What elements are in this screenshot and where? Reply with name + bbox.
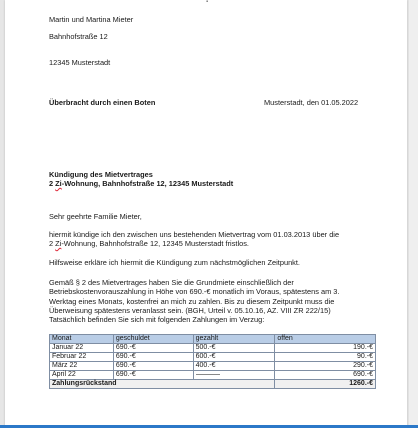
table-cell: April 22 bbox=[50, 371, 114, 380]
para3-line: Betriebskostenvorauszahlung in Höhe von 690.-€ monatlich im Voraus, spätestens am 3. bbox=[49, 287, 340, 297]
dash-mark bbox=[196, 374, 220, 375]
table-cell: 690.-€ bbox=[113, 371, 193, 380]
subject-line-2-post: -Wohnung, Bahnhofstraße 12, 12345 Musterstadt bbox=[61, 179, 234, 188]
table-cell: 290.-€ bbox=[275, 362, 376, 371]
table-cell: 690.-€ bbox=[275, 371, 376, 380]
table-row bbox=[50, 362, 376, 371]
table-cell: März 22 bbox=[50, 362, 114, 371]
table-cell: 500.-€ bbox=[193, 344, 275, 353]
subject-line-2-zi: Zi bbox=[55, 179, 62, 188]
subject-line-1: Kündigung des Mietvertrages bbox=[49, 170, 153, 179]
table-header-row bbox=[50, 335, 376, 344]
page-marker-icon: ▪ bbox=[206, 0, 209, 5]
subject-line-2-pre: 2 bbox=[49, 179, 56, 188]
sender-city: 12345 Musterstadt bbox=[49, 58, 111, 67]
para1-line-2 bbox=[49, 239, 249, 248]
table-row bbox=[50, 344, 376, 353]
document-page bbox=[5, 0, 407, 428]
table-cell bbox=[193, 371, 275, 380]
table-cell: 690.-€ bbox=[113, 353, 193, 362]
table-cell: Februar 22 bbox=[50, 353, 114, 362]
table-total-row bbox=[50, 380, 376, 389]
total-label: Zahlungsrückstand bbox=[50, 380, 275, 389]
para1-line-2-pre: 2 bbox=[49, 239, 56, 248]
sender-name: Martin und Martina Mieter bbox=[49, 15, 134, 24]
payment-table bbox=[49, 334, 376, 389]
table-cell: 600.-€ bbox=[193, 353, 275, 362]
table-cell: 690.-€ bbox=[113, 344, 193, 353]
para1-line-1: hiermit kündige ich den zwischen uns bestehenden Mietvertrag vom 01.03.2013 über die bbox=[49, 230, 340, 239]
para3-line: Gemäß § 2 des Mietvertrages haben Sie die Grundmiete einschließlich der bbox=[49, 278, 294, 287]
delivery-note: Überbracht durch einen Boten bbox=[49, 98, 156, 107]
total-value: 1260.-€ bbox=[275, 380, 376, 389]
salutation: Sehr geehrte Familie Mieter, bbox=[49, 212, 142, 221]
para1-line-2-post: -Wohnung, Bahnhofstraße 12, 12345 Musterstadt fristlos. bbox=[61, 239, 249, 248]
table-header-cell: gezahlt bbox=[193, 335, 275, 344]
sender-street: Bahnhofstraße 12 bbox=[49, 32, 108, 41]
para3-line: Werktag eines Monats, kostenfrei an mich zu zahlen. Bis zu diesem Zeitpunkt muss die bbox=[49, 296, 335, 306]
place-date: Musterstadt, den 01.05.2022 bbox=[264, 98, 359, 107]
vertical-scrollbar[interactable] bbox=[409, 0, 418, 428]
table-cell: 400.-€ bbox=[193, 362, 275, 371]
para3-line: Tatsächlich befinden Sie sich mit folgenden Zahlungen im Verzug: bbox=[49, 315, 265, 325]
table-row bbox=[50, 353, 376, 362]
para3 bbox=[49, 278, 379, 324]
table-header-cell: geschuldet bbox=[113, 335, 193, 344]
table-cell: 90.-€ bbox=[275, 353, 376, 362]
para1-line-2-zi: Zi bbox=[55, 239, 62, 248]
para3-line: Überweisung spätestens veranlasst sein. (BGH, Urteil v. 05.10.16, AZ. VIII ZR 222/15) bbox=[49, 305, 331, 315]
table-cell: Januar 22 bbox=[50, 344, 114, 353]
table-cell: 690.-€ bbox=[113, 362, 193, 371]
table-row bbox=[50, 371, 376, 380]
table-cell: 190.-€ bbox=[275, 344, 376, 353]
subject-line-2 bbox=[49, 179, 233, 188]
table-header-cell: offen bbox=[275, 335, 376, 344]
table-header-cell: Monat bbox=[50, 335, 114, 344]
para2: Hilfsweise erkläre ich hiermit die Kündigung zum nächstmöglichen Zeitpunkt. bbox=[49, 258, 300, 267]
